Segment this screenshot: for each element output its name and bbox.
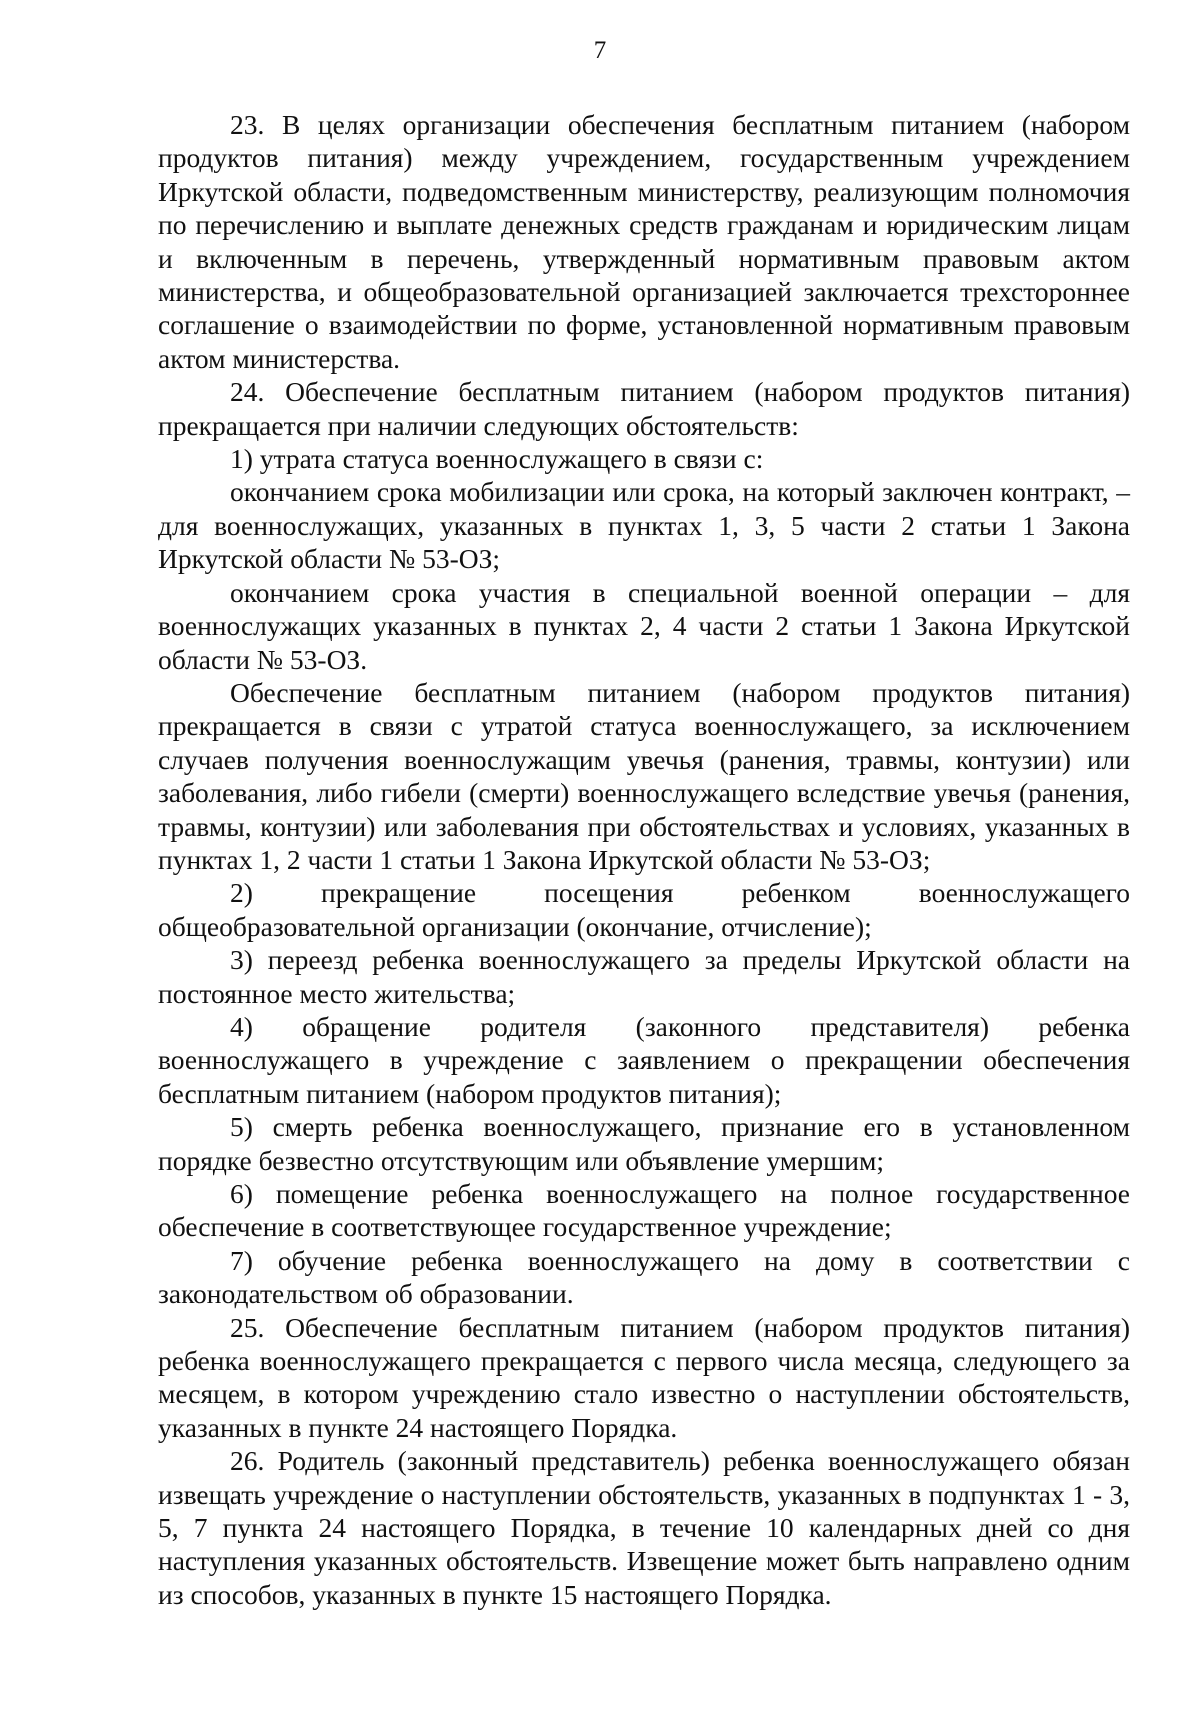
paragraph-24-exception: Обеспечение бесплатным питанием (набором продуктов питания) прекращается в связи с утратой статуса военнослужащего, за исключением случаев получения военнослужащим увечья (ранения, травмы, контузии) или заболевания, либо гибели (смерти) военнослужащего вследствие увечья (ранения, травмы, контузии) или заболевания при обстоятельствах и условиях, указанных в пунктах 1, 2 части 1 статьи 1 Закона Иркутской области № 53-ОЗ;: [158, 676, 1130, 875]
paragraph-25: 25. Обеспечение бесплатным питанием (набором продуктов питания) ребенка военнослужащего прекращается с первого числа месяца, следующего за месяцем, в котором учреждению стало известно о наступлении обстоятельств, указанных в пункте 24 настоящего Порядка.: [158, 1311, 1130, 1443]
subparagraph-24-5: 5) смерть ребенка военнослужащего, признание его в установленном порядке безвестно отсутствующим или объявление умершим;: [158, 1111, 1130, 1176]
page-number: 7: [593, 37, 607, 64]
subparagraph-24-7: 7) обучение ребенка военнослужащего на дому в соответствии с законодательством об образовании.: [158, 1244, 1130, 1310]
subparagraph-24-1-special-operation: окончанием срока участия в специальной военной операции – для военнослужащих указанных в пунктах 2, 4 части 2 статьи 1 Закона Иркутской области № 53-ОЗ.: [158, 576, 1130, 675]
subparagraph-24-6: 6) помещение ребенка военнослужащего на полное государственное обеспечение в соответствующее государственное учреждение;: [158, 1178, 1130, 1243]
document-body: [158, 108, 1130, 1611]
paragraph-24: 24. Обеспечение бесплатным питанием (набором продуктов питания) прекращается при наличии следующих обстоятельств:: [158, 376, 1130, 441]
paragraph-26: 26. Родитель (законный представитель) ребенка военнослужащего обязан извещать учреждение о наступлении обстоятельств, указанных в подпунктах 1 - 3, 5, 7 пункта 24 настоящего Порядка, в течение 10 календарных дней со дня наступления указанных обстоятельств. Извещение может быть направлено одним из способов, указанных в пункте 15 настоящего Порядка.: [158, 1445, 1130, 1610]
subparagraph-24-4: 4) обращение родителя (законного представителя) ребенка военнослужащего в учреждение с заявлением о прекращении обеспечения бесплатным питанием (набором продуктов питания);: [158, 1010, 1130, 1109]
subparagraph-24-3: 3) переезд ребенка военнослужащего за пределы Иркутской области на постоянное место жительства;: [158, 944, 1130, 1009]
paragraph-23: 23. В целях организации обеспечения бесплатным питанием (набором продуктов питания) между учреждением, государственным учреждением Иркутской области, подведомственным министерству, реализующим полномочия по перечислению и выплате денежных средств гражданам и юридическим лицам и включенным в перечень, утвержденный нормативным правовым актом министерства, и общеобразовательной организацией заключается трехстороннее соглашение о взаимодействии по форме, установленной нормативным правовым актом министерства.: [158, 109, 1130, 374]
subparagraph-24-2: 2) прекращение посещения ребенком военнослужащего общеобразовательной организации (окончание, отчисление);: [158, 877, 1130, 942]
subparagraph-24-1: 1) утрата статуса военнослужащего в связи с:: [230, 443, 764, 475]
subparagraph-24-1-mobilization: окончанием срока мобилизации или срока, на который заключен контракт, – для военнослужащих, указанных в пунктах 1, 3, 5 части 2 статьи 1 Закона Иркутской области № 53-ОЗ;: [158, 476, 1130, 575]
